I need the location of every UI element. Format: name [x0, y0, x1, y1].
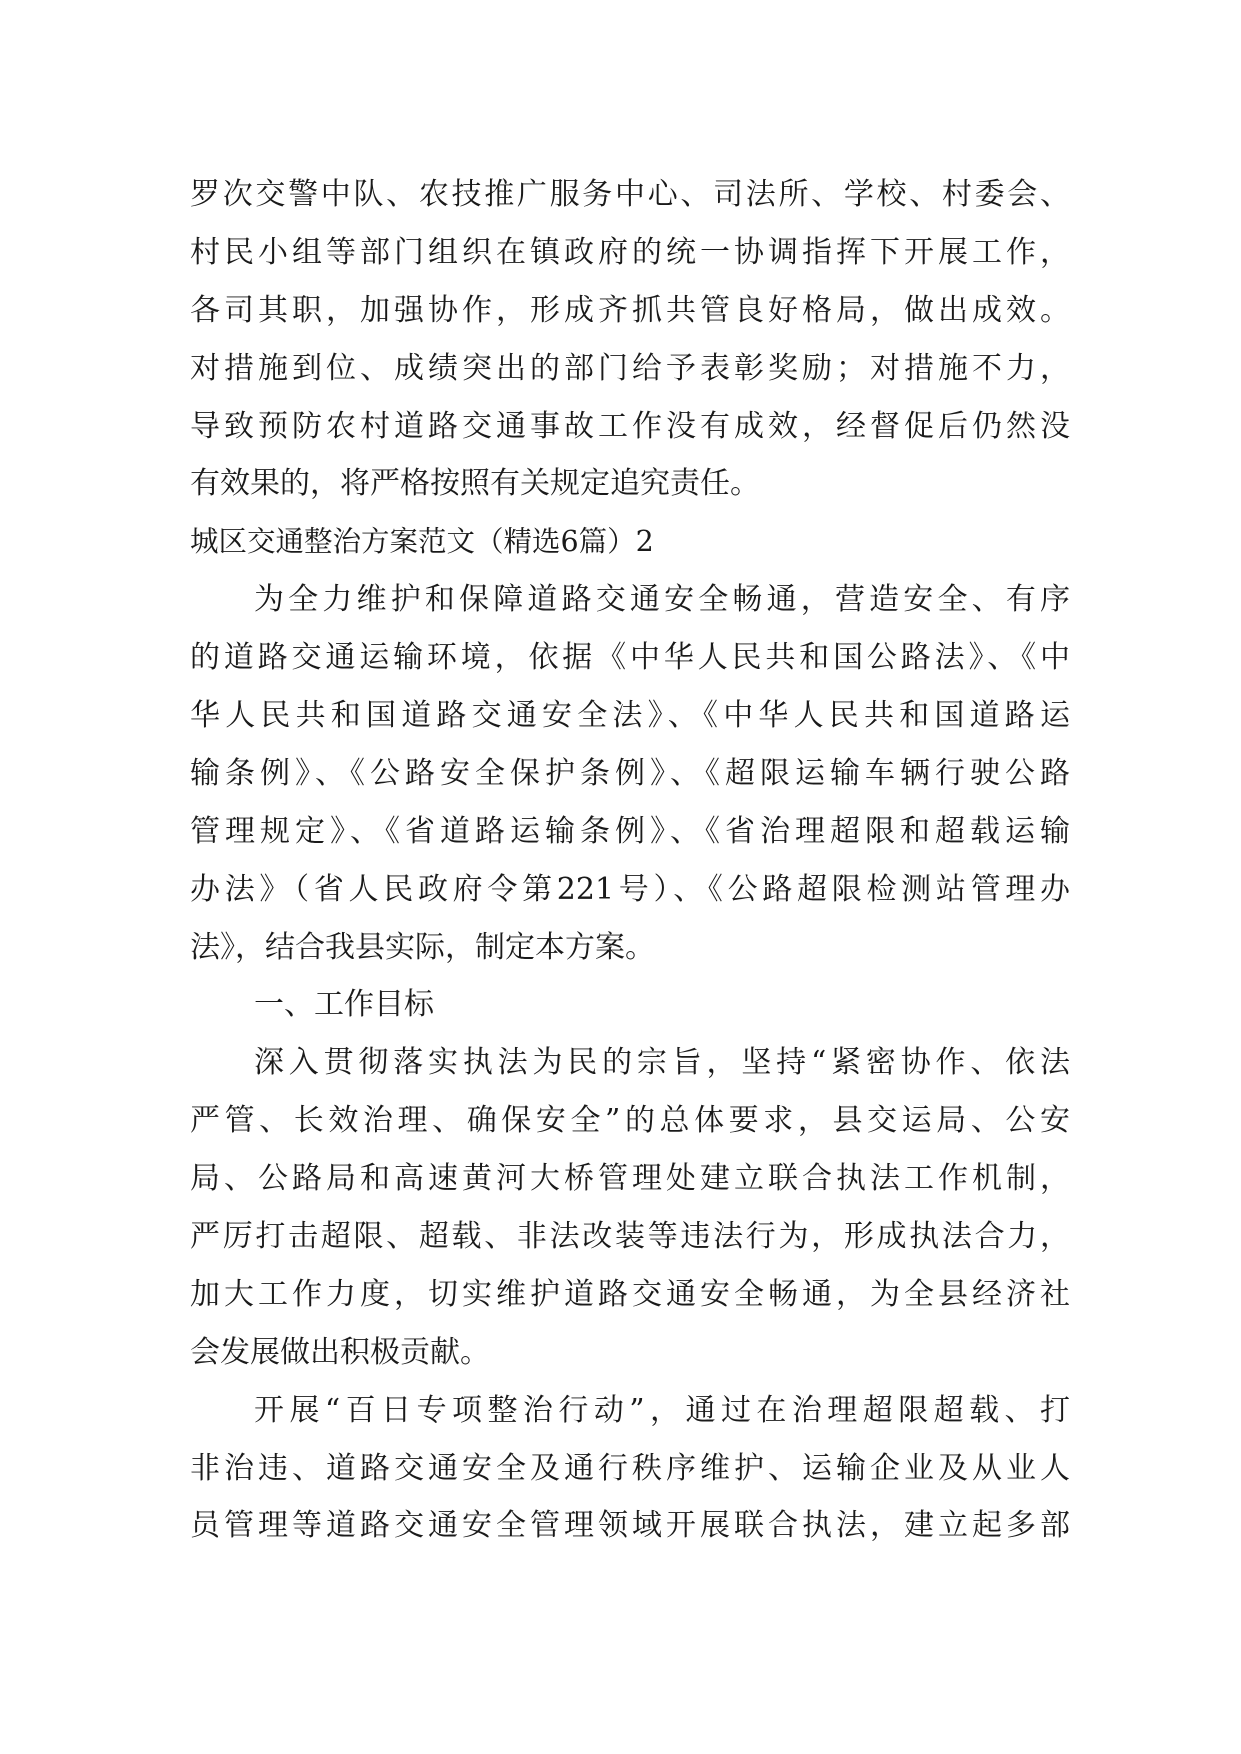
text-line: 有效果的，将严格按照有关规定追究责任。	[190, 466, 760, 502]
text-line: 会发展做出积极贡献。	[190, 1334, 490, 1370]
text-line: 法》，结合我县实际，制定本方案。	[190, 929, 655, 965]
text-line: 开展“百日专项整治行动”，通过在治理超限超载、打	[254, 1392, 1070, 1428]
text-line: 加大工作力度，切实维护道路交通安全畅通，为全县经济社	[190, 1276, 1070, 1312]
text-line: 严管、长效治理、确保安全”的总体要求，县交运局、公安	[190, 1103, 1070, 1139]
document-body	[190, 166, 1070, 1555]
text-line: 局、公路局和高速黄河大桥管理处建立联合执法工作机制，	[190, 1161, 1070, 1197]
text-line: 导致预防农村道路交通事故工作没有成效，经督促后仍然没	[190, 408, 1070, 444]
text-line: 华人民共和国道路交通安全法》、《中华人民共和国道路运	[190, 698, 1070, 734]
text-line: 员管理等道路交通安全管理领域开展联合执法，建立起多部	[190, 1508, 1070, 1544]
text-line: 各司其职，加强协作，形成齐抓共管良好格局，做出成效。	[190, 292, 1070, 328]
subheading: 一、工作目标	[254, 987, 434, 1023]
text-line: 输条例》、《公路安全保护条例》、《超限运输车辆行驶公路	[190, 755, 1070, 791]
text-line: 对措施到位、成绩突出的部门给予表彰奖励；对措施不力，	[190, 350, 1070, 386]
text-line: 非治违、道路交通安全及通行秩序维护、运输企业及从业人	[190, 1450, 1070, 1486]
text-line: 罗次交警中队、农技推广服务中心、司法所、学校、村委会、	[190, 177, 1070, 212]
section-title: 城区交通整治方案范文（精选6篇）2	[190, 525, 654, 559]
text-line: 为全力维护和保障道路交通安全畅通，营造安全、有序	[254, 582, 1070, 618]
text-line: 管理规定》、《省道路运输条例》、《省治理超限和超载运输	[190, 813, 1070, 849]
text-line: 深入贯彻落实执法为民的宗旨，坚持“紧密协作、依法	[254, 1045, 1070, 1081]
text-line: 严厉打击超限、超载、非法改装等违法行为，形成执法合力，	[190, 1219, 1070, 1255]
text-line: 办法》（省人民政府令第221号）、《公路超限检测站管理办	[190, 871, 1070, 907]
text-line: 村民小组等部门组织在镇政府的统一协调指挥下开展工作，	[190, 234, 1070, 270]
text-line: 的道路交通运输环境，依据《中华人民共和国公路法》、《中	[190, 640, 1070, 676]
